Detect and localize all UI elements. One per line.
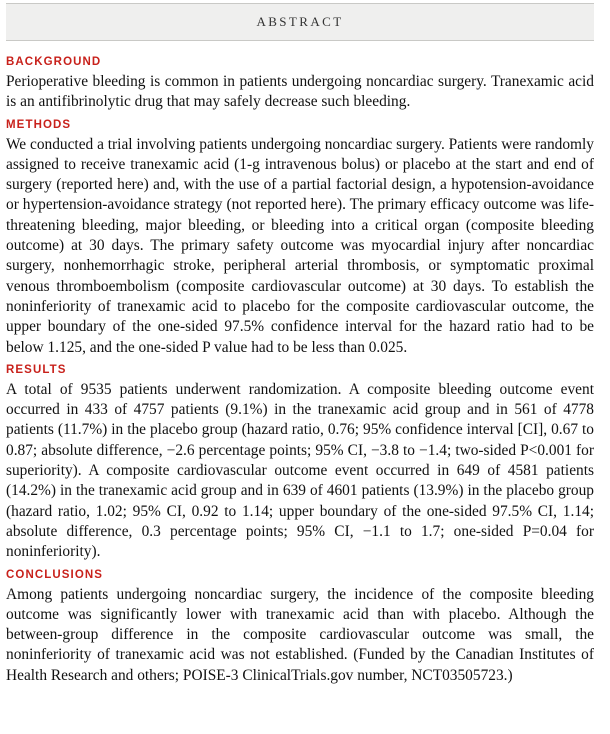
results-section <box>6 363 594 563</box>
methods-section <box>6 118 594 358</box>
background-heading: BACKGROUND <box>6 56 102 68</box>
methods-heading: METHODS <box>6 118 72 131</box>
abstract-title: ABSTRACT <box>6 3 594 41</box>
methods-text: We conducted a trial involving patients undergoing noncardiac surgery. Patients were randomly assigned to receive tranexamic acid (1-g intravenous bolus) or placebo at the start and end of surgery (reported here) and, with the use of a partial factorial design, a hypotension-avoidance or hypertension-avoidance strategy (not reported here). The primary efficacy outcome was life-threatening bleeding, major bleeding, or bleeding into a critical organ (composite bleeding outcome) at 30 days. The primary safety outcome was myocardial injury after noncardiac surgery, nonhemorrhagic stroke, peripheral arterial thrombosis, or symptomatic proximal venous thromboembolism (composite cardiovascular outcome) at 30 days. To establish the noninferiority of tranexamic acid to placebo for the composite cardiovascular outcome, the upper boundary of the one-sided 97.5% confidence interval for the hazard ratio had to be below 1.125, and the one-sided P value had to be less than 0.025. <box>6 135 594 356</box>
conclusions-text: Among patients undergoing noncardiac surgery, the incidence of the composite bleeding outcome was significantly lower with tranexamic acid than with placebo. Although the between-group difference in the composite cardiovascular outcome was small, the noninferiority of tranexamic acid was not established. (Funded by the Canadian Institutes of Health Research and others; POISE-3 ClinicalTrials.gov number, NCT03505723.) <box>6 585 594 684</box>
results-text: A total of 9535 patients underwent randomization. A composite bleeding outcome event occurred in 433 of 4757 patients (9.1%) in the tranexamic acid group and in 561 of 4778 patients (11.7%) in the placebo group (hazard ratio, 0.76; 95% confidence interval [CI], 0.67 to 0.87; absolute difference, −2.6 percentage points; 95% CI, −3.8 to −1.4; two-sided P<0.001 for superiority). A composite cardiovascular outcome event occurred in 649 of 4581 patients (14.2%) in the tranexamic acid group and in 639 of 4601 patients (13.9%) in the placebo group (hazard ratio, 1.02; 95% CI, 0.92 to 1.14; upper boundary of the one-sided 97.5% CI, 1.14; absolute difference, 0.3 percentage points; 95% CI, −1.1 to 1.7; one-sided P=0.04 for noninferiority). <box>6 380 594 561</box>
background-section <box>6 55 594 113</box>
conclusions-section <box>6 568 594 686</box>
abstract-body <box>6 55 594 691</box>
conclusions-heading: CONCLUSIONS <box>6 568 104 581</box>
results-heading: RESULTS <box>6 363 67 376</box>
background-text: Perioperative bleeding is common in patients undergoing noncardiac surgery. Tranexamic acid is an antifibrinolytic drug that may safely decrease such bleeding. <box>6 73 594 111</box>
